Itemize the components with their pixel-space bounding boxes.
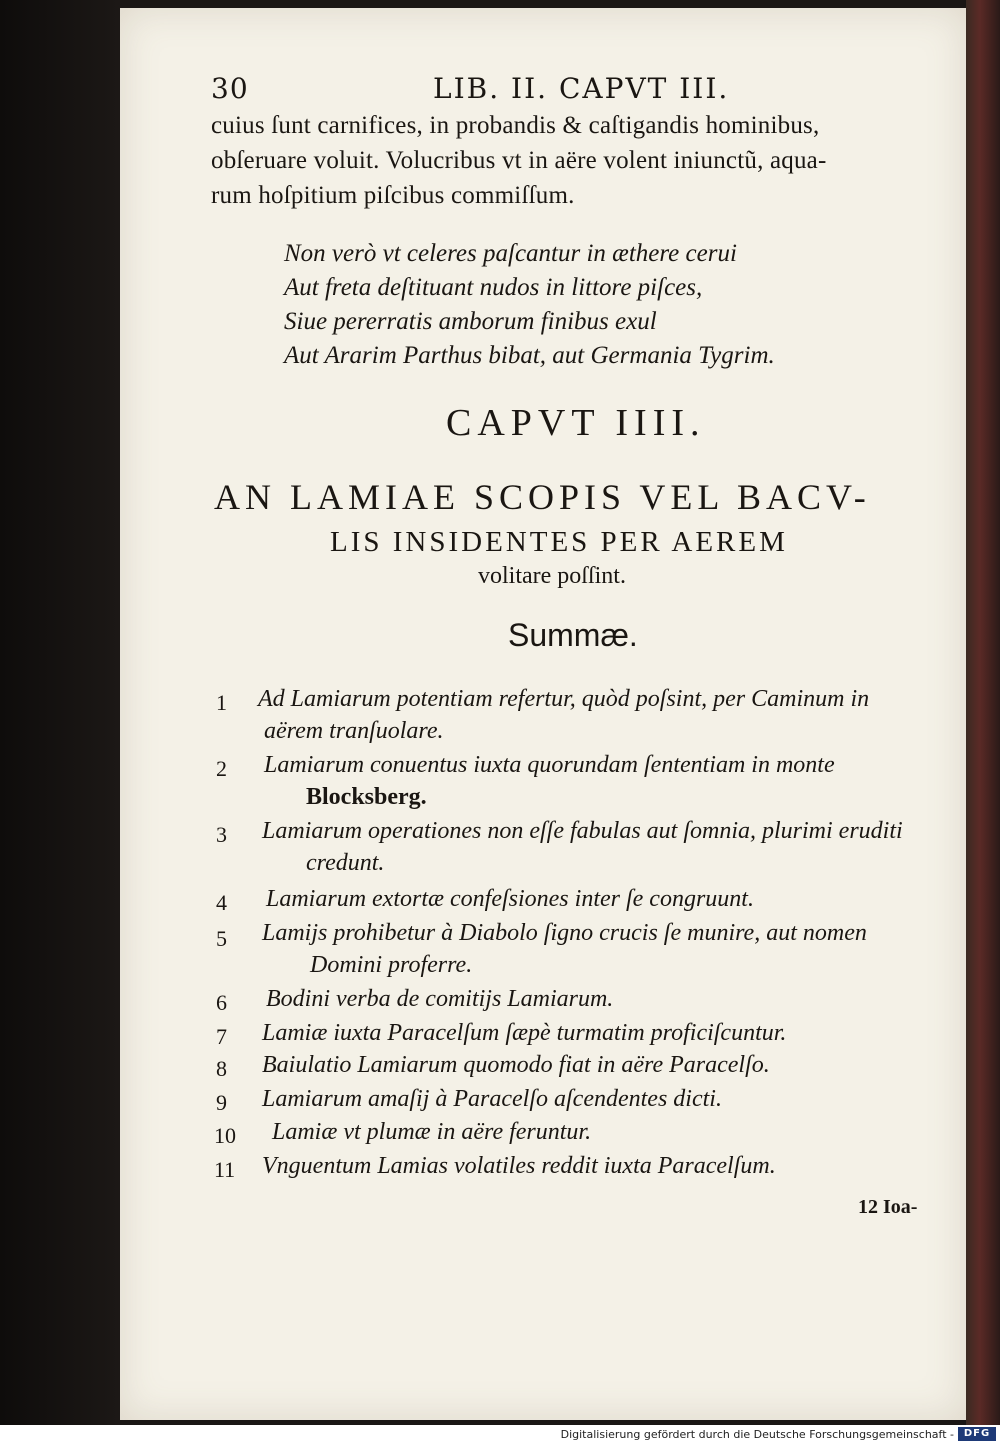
- summary-item: Baiulatio Lamiarum quomodo fiat in aëre Paracelſo.: [262, 1052, 770, 1078]
- item-number: 2: [216, 756, 227, 781]
- item-number: 9: [216, 1090, 227, 1115]
- item-number: 6: [216, 990, 227, 1015]
- summary-item-cont: credunt.: [306, 850, 385, 876]
- summary-item: Lamijs prohibetur à Diabolo ſigno crucis ſe munire, aut nomen: [262, 920, 867, 946]
- prose-line: obſeruare voluit. Volucribus vt in aëre volent iniunctũ, aqua-: [211, 147, 827, 174]
- summary-item: Bodini verba de comitijs Lamiarum.: [266, 986, 614, 1012]
- catchword: 12 Ioa-: [858, 1196, 918, 1218]
- summary-item: Lamiarum amaſij à Paracelſo aſcendentes dicti.: [262, 1086, 722, 1112]
- summary-item: Lamiarum operationes non eſſe fabulas aut ſomnia, plurimi eruditi: [262, 818, 903, 844]
- summary-item: Lamiarum extortæ confeſsiones inter ſe congruunt.: [266, 886, 754, 912]
- summary-item-cont: aërem tranſuolare.: [264, 718, 444, 744]
- summary-heading: Summæ.: [508, 617, 638, 653]
- footer-credit: Digitalisierung gefördert durch die Deutsche Forschungsgemeinschaft -: [560, 1428, 954, 1441]
- footer-bar: [0, 1425, 1000, 1445]
- running-title: LIB. II. CAPVT III.: [433, 72, 730, 105]
- summary-item: Lamiarum conuentus iuxta quorundam ſententiam in monte: [264, 752, 835, 778]
- summary-item: Lamiæ iuxta Paracelſum ſæpè turmatim proficiſcuntur.: [262, 1020, 787, 1046]
- item-number: 7: [216, 1024, 227, 1049]
- item-number: 1: [216, 690, 227, 715]
- running-head: [211, 72, 771, 108]
- summary-item-cont: Domini proferre.: [310, 952, 473, 978]
- item-number: 11: [214, 1157, 236, 1182]
- summary-item: Lamiæ vt plumæ in aëre feruntur.: [272, 1119, 592, 1145]
- book-page: [120, 8, 966, 1420]
- summary-item-cont: Blocksberg.: [306, 784, 427, 810]
- item-number: 5: [216, 926, 227, 951]
- chapter-title-line3: volitare poſſint.: [478, 563, 626, 589]
- summary-item: Ad Lamiarum potentiam refertur, quòd poſsint, per Caminum in: [258, 686, 870, 712]
- prose-line: cuius ſunt carnifices, in probandis & caſtigandis hominibus,: [211, 112, 820, 139]
- verse-line: Non verò vt celeres paſcantur in æthere cerui: [284, 240, 737, 267]
- verse-line: Aut freta deſtituant nudos in littore piſces,: [284, 274, 703, 301]
- scan-background-left: [0, 0, 120, 1425]
- summary-item: Vnguentum Lamias volatiles reddit iuxta Paracelſum.: [262, 1153, 776, 1179]
- chapter-title-line1: AN LAMIAE SCOPIS VEL BACV-: [214, 477, 871, 517]
- chapter-title-line2: LIS INSIDENTES PER AEREM: [330, 526, 788, 558]
- prose-line: rum hoſpitium piſcibus commiſſum.: [211, 182, 575, 209]
- page-number: 30: [211, 72, 249, 105]
- item-number: 10: [214, 1123, 236, 1148]
- item-number: 4: [216, 890, 227, 915]
- chapter-heading: CAPVT IIII.: [446, 402, 706, 444]
- item-number: 8: [216, 1056, 227, 1081]
- item-number: 3: [216, 822, 227, 847]
- book-cover-edge: [966, 0, 1000, 1425]
- verse-line: Aut Ararim Parthus bibat, aut Germania Tygrim.: [284, 342, 775, 369]
- dfg-logo: DFG: [958, 1427, 996, 1441]
- verse-line: Siue pererratis amborum finibus exul: [284, 308, 657, 335]
